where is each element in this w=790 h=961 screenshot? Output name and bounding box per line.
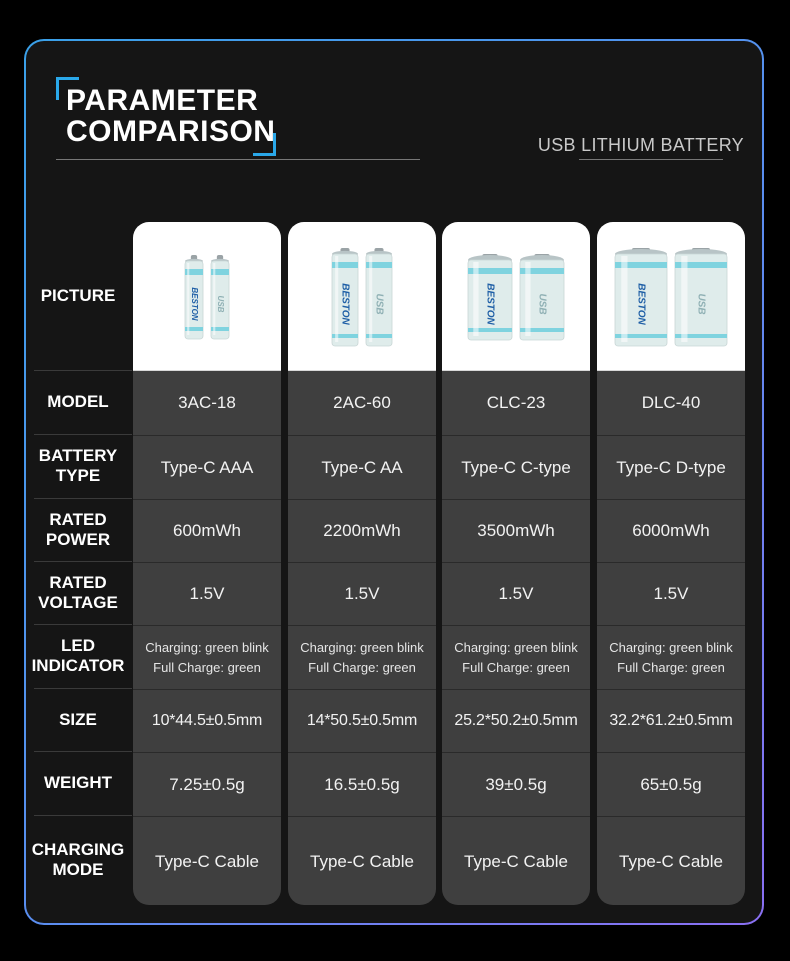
title-line-1: PARAMETER [66, 84, 259, 117]
title-line-2: COMPARISON [66, 115, 276, 148]
cell-size: 14*50.5±0.5mm [288, 689, 436, 752]
row-label-line: POWER [45, 529, 111, 549]
row-label-weight [26, 751, 130, 815]
svg-text:BESTON: BESTON [189, 287, 199, 321]
row-label-line: MODE [52, 860, 104, 879]
battery-picture [133, 222, 281, 371]
cell-led-indicator [133, 625, 281, 689]
row-label-line: INDICATOR [31, 656, 125, 675]
battery-column-clc-23 [442, 222, 590, 905]
battery-back-icon [675, 248, 727, 346]
cell-rated-voltage: 1.5V [597, 562, 745, 625]
battery-pair-illustration [288, 222, 436, 370]
cell-weight: 65±0.5g [597, 752, 745, 816]
subtitle-divider [579, 159, 723, 160]
cell-size: 25.2*50.2±0.5mm [442, 689, 590, 752]
cell-battery-type: Type-C AA [288, 435, 436, 499]
row-label-text: MODEL [47, 392, 109, 411]
row-label-text [39, 446, 117, 486]
row-label-text [32, 636, 125, 676]
row-label-led-indicator [26, 624, 130, 688]
led-status-line: Full Charge: green [617, 659, 725, 675]
battery-front-icon [332, 248, 358, 346]
led-status-line: Charging: green blink [300, 639, 424, 655]
battery-pair-illustration [133, 222, 281, 370]
row-label-charging-mode [26, 815, 130, 905]
battery-column-3ac-18 [133, 222, 281, 905]
row-divider [34, 815, 132, 816]
battery-back-icon [520, 254, 564, 340]
row-label-line: LED [61, 636, 95, 655]
row-divider [34, 370, 132, 371]
row-divider [34, 751, 132, 752]
svg-text:BESTON: BESTON [635, 283, 647, 325]
cell-rated-voltage: 1.5V [133, 562, 281, 625]
led-status-line: Full Charge: green [153, 659, 261, 675]
row-label-picture [26, 222, 130, 370]
row-divider [34, 624, 132, 625]
product-category-subtitle: USB LITHIUM BATTERY [537, 135, 744, 155]
svg-text:USB: USB [695, 293, 707, 315]
cell-rated-voltage: 1.5V [442, 562, 590, 625]
cell-charging-mode: Type-C Cable [597, 816, 745, 905]
row-label-size [26, 688, 130, 751]
row-divider [34, 434, 132, 435]
battery-picture [597, 222, 745, 371]
led-status-line: Charging: green blink [145, 639, 269, 655]
comparison-panel [26, 41, 762, 923]
led-status-line: Charging: green blink [609, 639, 733, 655]
comparison-frame [24, 39, 764, 925]
svg-text:USB: USB [373, 293, 385, 315]
cell-rated-power: 3500mWh [442, 499, 590, 562]
cell-led-indicator [597, 625, 745, 689]
cell-model: CLC-23 [486, 393, 546, 412]
cell-rated-power: 600mWh [133, 499, 281, 562]
row-label-text [32, 840, 125, 880]
cell-weight: 39±0.5g [442, 752, 590, 816]
svg-text:USB: USB [536, 293, 548, 315]
cell-led-indicator [288, 625, 436, 689]
led-status-line: Charging: green blink [454, 639, 578, 655]
cell-battery-type: Type-C AAA [133, 435, 281, 499]
battery-column-2ac-60 [288, 222, 436, 905]
battery-front-icon [615, 248, 667, 346]
row-label-rated-power [26, 498, 130, 561]
row-label-text: PICTURE [40, 286, 116, 305]
cell-model: DLC-40 [641, 393, 701, 412]
cell-model: 2AC-60 [333, 393, 391, 412]
battery-picture [442, 222, 590, 371]
svg-text:USB: USB [215, 295, 225, 313]
cell-weight: 7.25±0.5g [133, 752, 281, 816]
svg-text:BESTON: BESTON [484, 283, 496, 325]
cell-model: 3AC-18 [178, 393, 236, 412]
row-label-text [38, 573, 118, 613]
row-label-text [46, 510, 110, 550]
cell-rated-power: 6000mWh [597, 499, 745, 562]
title-divider [56, 159, 420, 160]
cell-battery-type: Type-C D-type [597, 435, 745, 499]
led-status-line: Full Charge: green [462, 659, 570, 675]
row-label-line: RATED [49, 572, 107, 592]
cell-size: 32.2*61.2±0.5mm [597, 689, 745, 752]
row-label-rated-voltage [26, 561, 130, 624]
svg-text:BESTON: BESTON [339, 283, 351, 325]
cell-charging-mode: Type-C Cable [442, 816, 590, 905]
row-divider [34, 688, 132, 689]
row-label-line: BATTERY [38, 446, 118, 465]
row-label-model [26, 370, 130, 434]
row-label-text: SIZE [59, 709, 97, 729]
cell-size: 10*44.5±0.5mm [133, 689, 281, 752]
battery-front-icon [468, 254, 512, 340]
page-title [66, 85, 275, 147]
cell-led-indicator [442, 625, 590, 689]
row-divider [34, 498, 132, 499]
row-label-line: RATED [49, 509, 107, 529]
cell-rated-power: 2200mWh [288, 499, 436, 562]
cell-weight: 16.5±0.5g [288, 752, 436, 816]
row-label-text: WEIGHT [44, 773, 112, 792]
battery-back-icon [366, 248, 392, 346]
row-label-line: VOLTAGE [38, 592, 118, 612]
battery-back-icon [211, 255, 229, 339]
cell-battery-type: Type-C C-type [442, 435, 590, 499]
battery-front-icon [185, 255, 203, 339]
led-status-line: Full Charge: green [308, 659, 416, 675]
battery-pair-illustration [597, 222, 745, 370]
row-divider [34, 561, 132, 562]
row-label-line: TYPE [55, 466, 101, 485]
row-label-battery-type [26, 434, 130, 498]
cell-charging-mode: Type-C Cable [288, 816, 436, 905]
battery-pair-illustration [442, 222, 590, 370]
battery-picture [288, 222, 436, 371]
battery-column-dlc-40 [597, 222, 745, 905]
cell-charging-mode: Type-C Cable [133, 816, 281, 905]
row-label-line: CHARGING [31, 840, 125, 859]
cell-rated-voltage: 1.5V [288, 562, 436, 625]
